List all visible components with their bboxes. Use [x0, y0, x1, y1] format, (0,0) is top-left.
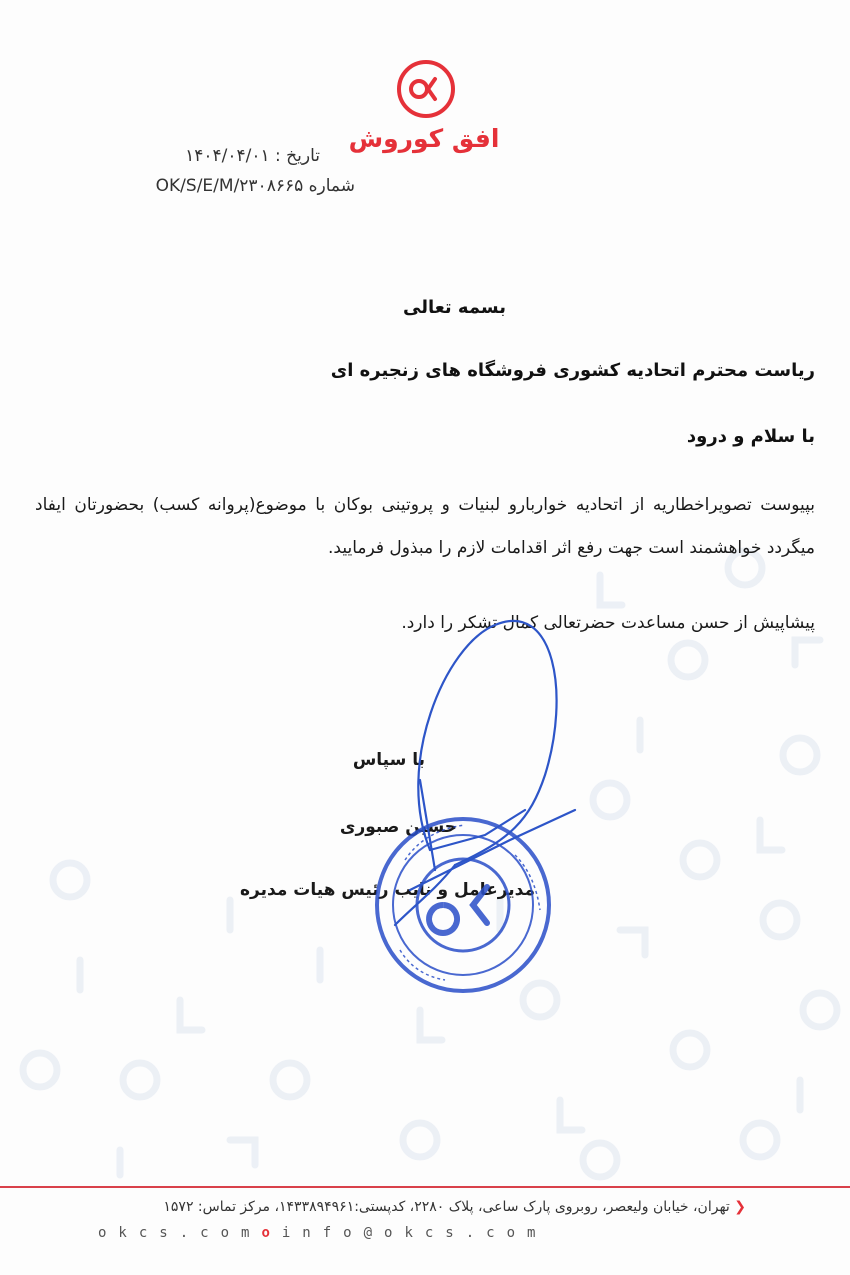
date-value: ۱۴۰۴/۰۴/۰۱: [185, 146, 270, 166]
footer-web-line: [98, 1225, 547, 1241]
footer-divider: [0, 1186, 850, 1188]
brand-name: افق کوروش: [348, 124, 500, 153]
separator-dot-icon: o: [261, 1225, 282, 1241]
okcs-logo-icon: [395, 58, 457, 120]
signer-name: حسین صبوری: [339, 817, 457, 837]
footer-email[interactable]: info@okcs.com: [281, 1225, 548, 1241]
footer-address: تهران، خیابان ولیعصر، روبروی پارک ساعی، پلاک ۲۲۸۰، کدپستی:۱۴۳۳۸۹۴۹۶۱، مرکز تماس: ۱۵۷۲: [163, 1199, 730, 1215]
number-value: OK/S/E/M/۲۳۰۸۶۶۵: [155, 176, 304, 196]
letter-body: بپیوست تصویراخطاریه از اتحادیه خواربارو لبنیات و پروتینی بوکان با موضوع(پروانه کسب) بحضورتان ایفاد میگردد خواهشمند است جهت رفع اثر اقدامات لازم را مبذول فرمایید.: [35, 495, 815, 558]
footer-website[interactable]: okcs.com: [98, 1225, 262, 1241]
company-stamp-and-signature: [335, 605, 605, 995]
signature-thanks: با سپاس: [352, 750, 425, 770]
salutation: بسمه تعالی: [403, 297, 506, 318]
date-label: تاریخ :: [275, 146, 320, 166]
reference-number-line: [156, 176, 355, 196]
recipient: ریاست محترم اتحادیه کشوری فروشگاه های زنجیره ای: [330, 360, 815, 381]
date-line: [185, 146, 320, 166]
number-label: شماره: [308, 176, 355, 196]
greeting: با سلام و درود: [686, 426, 815, 447]
closing-line: پیشاپیش از حسن مساعدت حضرتعالی کمال تشکر را دارد.: [401, 613, 815, 633]
signer-title: مدیرعامل و نایب رئیس هیات مدیره: [240, 880, 535, 900]
footer-address-line: [163, 1199, 746, 1215]
chevron-left-icon: ❮: [734, 1199, 746, 1215]
